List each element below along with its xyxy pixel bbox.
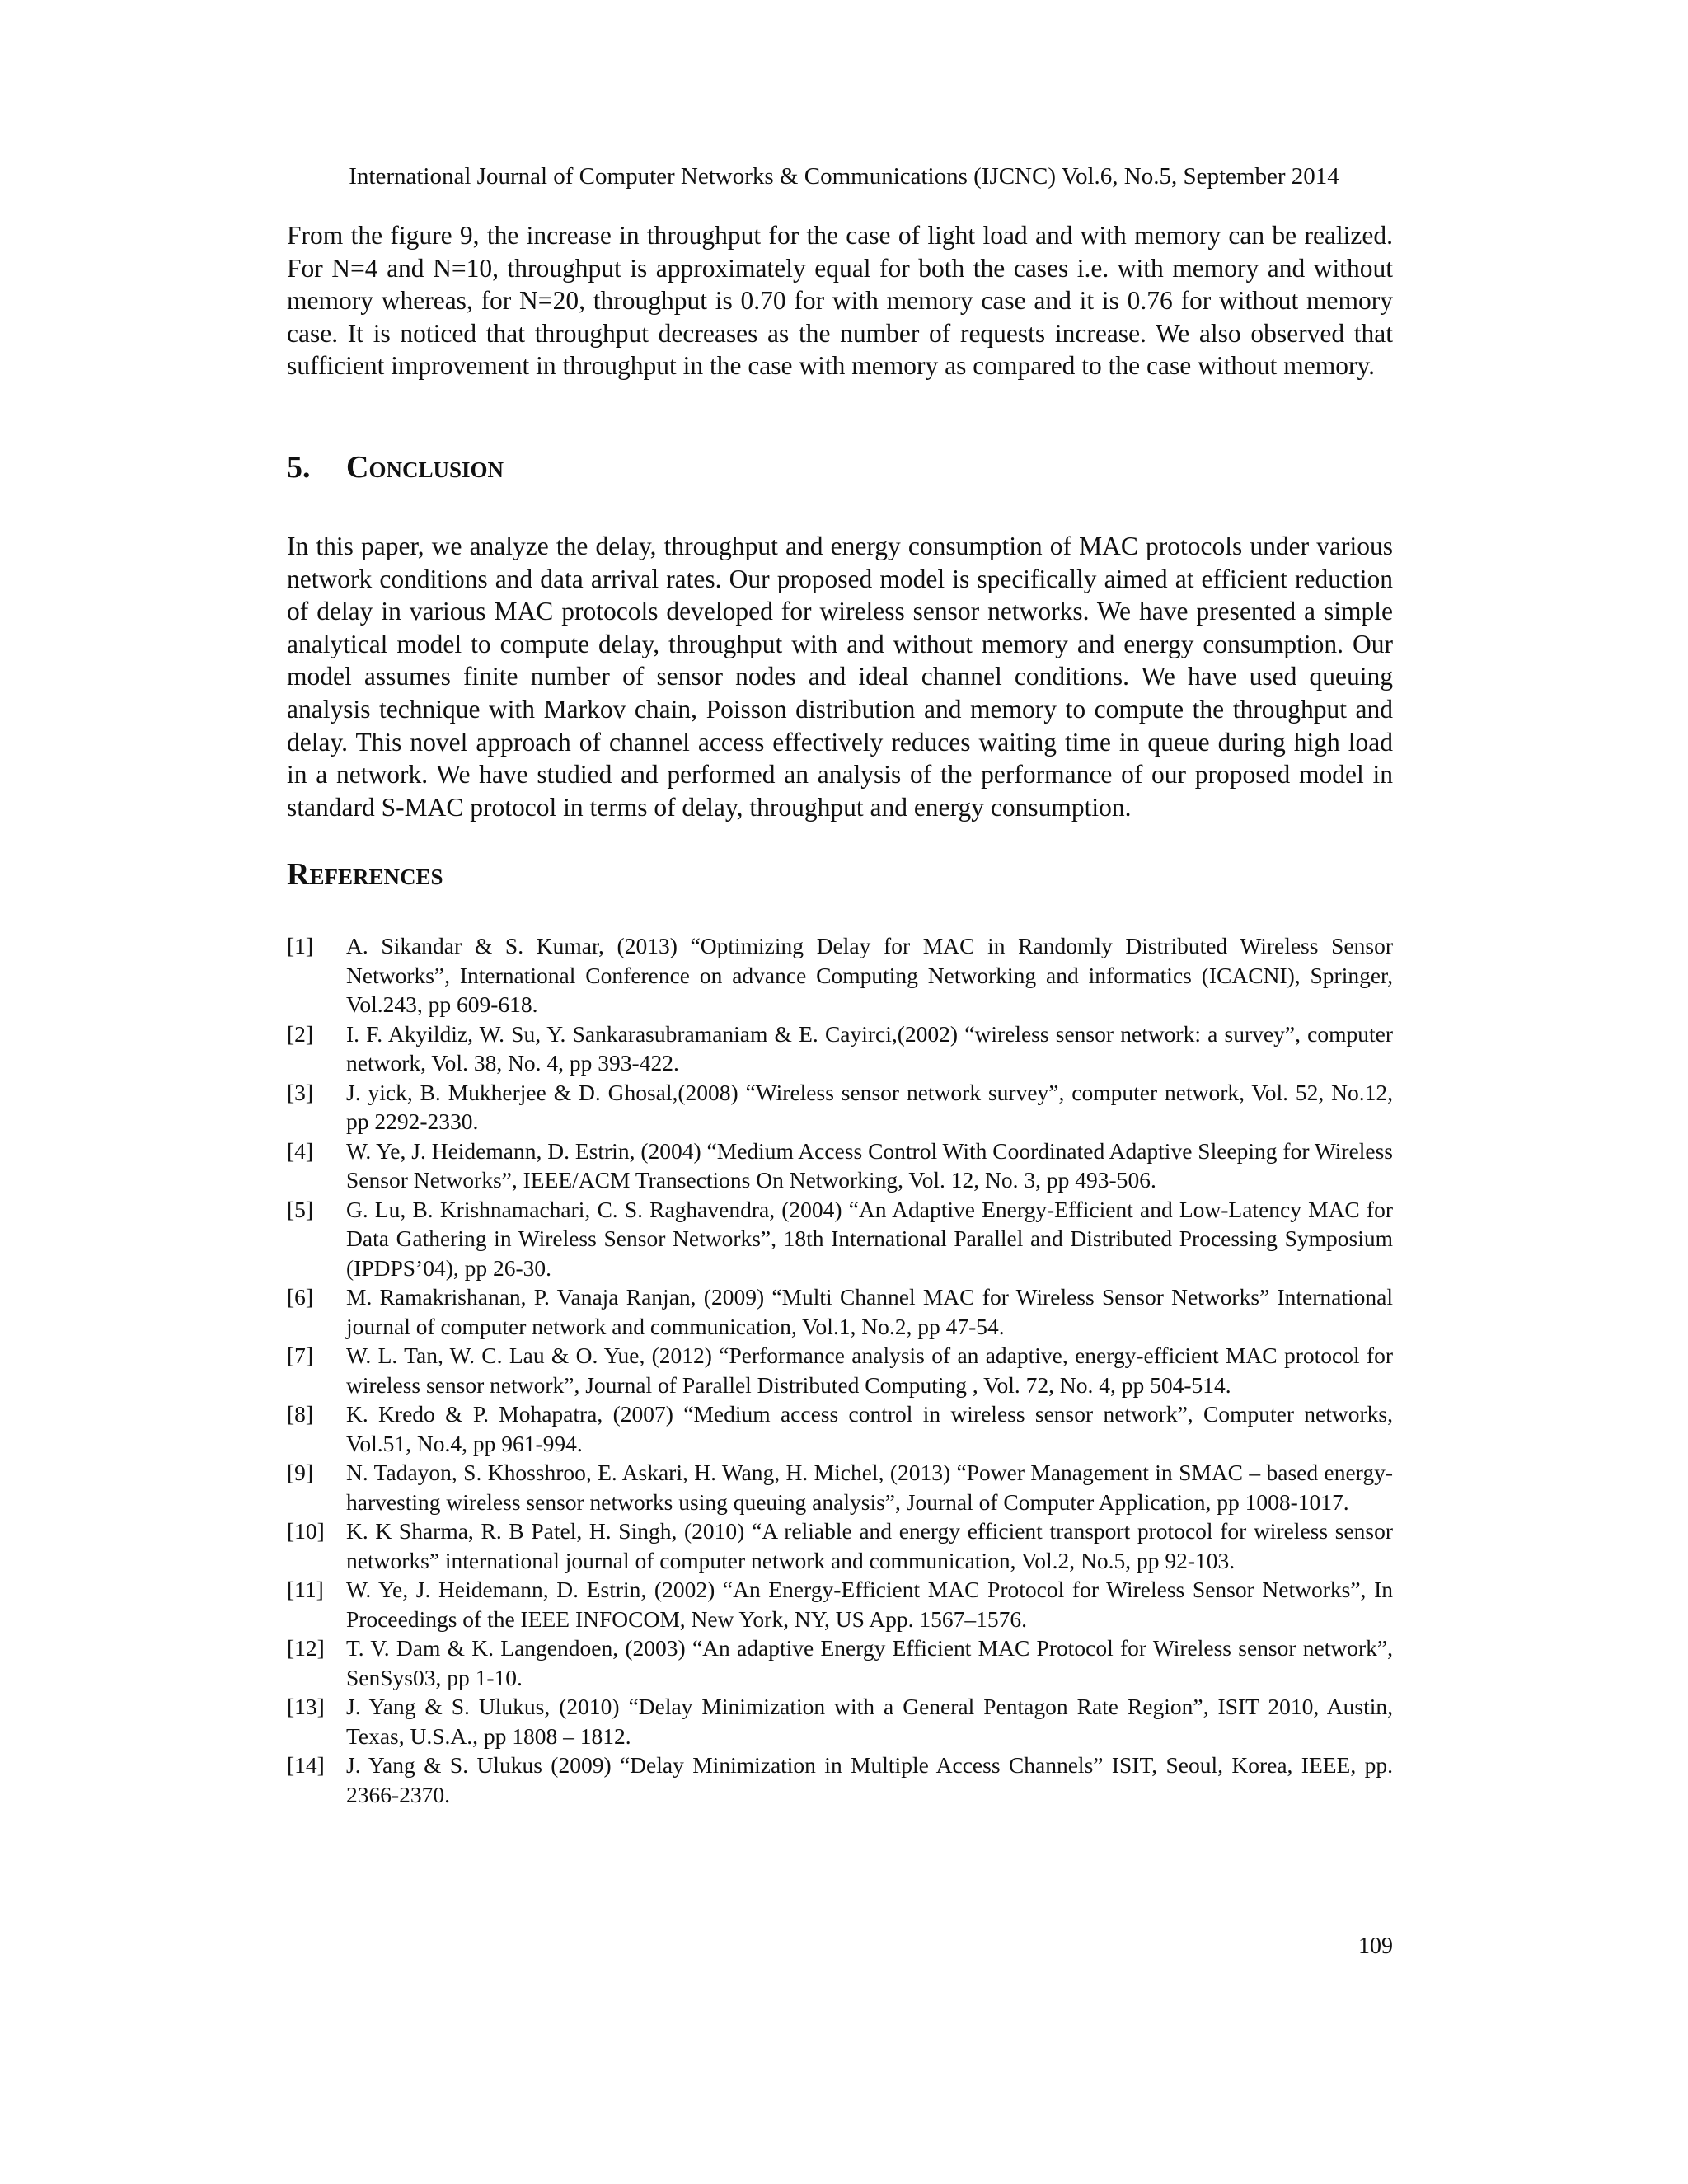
reference-text: T. V. Dam & K. Langendoen, (2003) “An adaptive Energy Efficient MAC Protocol for Wireless sensor network”, SenSys03, pp 1-10. — [346, 1635, 1393, 1690]
reference-text: I. F. Akyildiz, W. Su, Y. Sankarasubramaniam & E. Cayirci,(2002) “wireless sensor network: a survey”, computer network, Vol. 38, No. 4, pp 393-422. — [346, 1020, 1393, 1076]
reference-item — [287, 1399, 1393, 1458]
reference-list — [287, 931, 1393, 1809]
reference-text: A. Sikandar & S. Kumar, (2013) “Optimizing Delay for MAC in Randomly Distributed Wireless Sensor Networks”, International Conference on advance Computing Networking and informatics (ICACNI), Springer, Vol.243, pp 609-618. — [346, 933, 1393, 1017]
reference-item — [287, 1750, 1393, 1809]
reference-item — [287, 1019, 1393, 1078]
reference-item — [287, 1575, 1393, 1633]
reference-number: [8] — [287, 1401, 314, 1427]
conclusion-paragraph: In this paper, we analyze the delay, throughput and energy consumption of MAC protocols under various network conditions and data arrival rates. Our proposed model is specifically aimed at efficient reduction of delay in various MAC protocols developed for wireless sensor networks. We have presented a simple analytical model to compute delay, throughput with and without memory and energy consumption. Our model assumes finite number of sensor nodes and ideal channel conditions. We have used queuing analysis technique with Markov chain, Poisson distribution and memory to compute the throughput and delay. This novel approach of channel access effectively reduces waiting time in queue during high load in a network. We have studied and performed an analysis of the performance of our proposed model in standard S-MAC protocol in terms of delay, throughput and energy consumption. — [287, 532, 1393, 822]
reference-number: [13] — [287, 1694, 325, 1719]
reference-text: W. Ye, J. Heidemann, D. Estrin, (2002) “An Energy-Efficient MAC Protocol for Wireless Sensor Networks”, In Proceedings of the IEEE INFOCOM, New York, NY, US App. 1567–1576. — [346, 1577, 1393, 1632]
reference-text: J. yick, B. Mukherjee & D. Ghosal,(2008) “Wireless sensor network survey”, computer network, Vol. 52, No.12, pp 2292-2330. — [346, 1079, 1393, 1134]
reference-item — [287, 1633, 1393, 1692]
reference-number: [9] — [287, 1460, 314, 1485]
reference-item — [287, 1195, 1393, 1283]
reference-number: [3] — [287, 1079, 314, 1105]
section-number: 5. — [287, 450, 311, 485]
reference-text: N. Tadayon, S. Khosshroo, E. Askari, H. Wang, H. Michel, (2013) “Power Management in SMAC – based energy-harvesting wireless sensor networks using queuing analysis”, Journal of Computer Application, pp 1008-1017. — [346, 1460, 1393, 1515]
reference-item — [287, 1341, 1393, 1399]
reference-number: [1] — [287, 933, 314, 958]
reference-text: W. Ye, J. Heidemann, D. Estrin, (2004) “Medium Access Control With Coordinated Adaptive Sleeping for Wireless Sensor Networks”, IEEE/ACM Transections On Networking, Vol. 12, No. 3, pp 493-506. — [346, 1137, 1393, 1193]
reference-number: [2] — [287, 1020, 314, 1047]
reference-item — [287, 931, 1393, 1019]
reference-item — [287, 1516, 1393, 1575]
reference-item — [287, 1137, 1393, 1195]
intro-paragraph: From the figure 9, the increase in throughput for the case of light load and with memory can be realized. For N=4 and N=10, throughput is approximately equal for both the cases i.e. with memory and without memory whereas, for N=20, throughput is 0.70 for with memory case and it is 0.76 for without memory case. It is noticed that throughput decreases as the number of requests increase. We also observed that sufficient improvement in throughput in the case with memory as compared to the case without memory. — [287, 221, 1393, 381]
reference-number: [11] — [287, 1577, 324, 1602]
reference-number: [7] — [287, 1343, 314, 1368]
page-number: 109 — [1358, 1933, 1393, 1959]
reference-text: G. Lu, B. Krishnamachari, C. S. Raghavendra, (2004) “An Adaptive Energy-Efficient and Low-Latency MAC for Data Gathering in Wireless Sensor Networks”, 18th International Parallel and Distributed Processing Symposium (IPDPS’04), pp 26-30. — [346, 1196, 1393, 1281]
reference-text: W. L. Tan, W. C. Lau & O. Yue, (2012) “Performance analysis of an adaptive, energy-efficient MAC protocol for wireless sensor network”, Journal of Parallel Distributed Computing , Vol. 72, No. 4, pp 504-514. — [346, 1343, 1393, 1398]
reference-number: [12] — [287, 1635, 325, 1661]
reference-item — [287, 1078, 1393, 1137]
reference-text: J. Yang & S. Ulukus, (2010) “Delay Minimization with a General Pentagon Rate Region”, ISIT 2010, Austin, Texas, U.S.A., pp 1808 – 1812. — [346, 1694, 1393, 1749]
reference-text: M. Ramakrishanan, P. Vanaja Ranjan, (2009) “Multi Channel MAC for Wireless Sensor Networks” International journal of computer network and communication, Vol.1, No.2, pp 47-54. — [346, 1284, 1393, 1339]
reference-text: K. Kredo & P. Mohapatra, (2007) “Medium access control in wireless sensor network”, Computer networks, Vol.51, No.4, pp 961-994. — [346, 1401, 1393, 1456]
reference-item — [287, 1282, 1393, 1341]
section-title: Conclusion — [346, 450, 504, 485]
running-header: International Journal of Computer Networks & Communications (IJCNC) Vol.6, No.5, September 2014 — [349, 163, 1339, 190]
reference-number: [6] — [287, 1284, 314, 1310]
reference-number: [14] — [287, 1752, 325, 1778]
reference-item — [287, 1458, 1393, 1516]
references-title: References — [287, 857, 443, 892]
references-heading — [287, 855, 443, 893]
reference-item — [287, 1692, 1393, 1750]
reference-number: [10] — [287, 1518, 325, 1544]
section-heading-conclusion — [287, 448, 504, 486]
reference-number: [4] — [287, 1137, 314, 1164]
reference-number: [5] — [287, 1196, 314, 1222]
reference-text: J. Yang & S. Ulukus (2009) “Delay Minimization in Multiple Access Channels” ISIT, Seoul, Korea, IEEE, pp. 2366-2370. — [346, 1752, 1393, 1807]
reference-text: K. K Sharma, R. B Patel, H. Singh, (2010) “A reliable and energy efficient transport protocol for wireless sensor networks” international journal of computer network and communication, Vol.2, No.5, pp 92-103. — [346, 1518, 1393, 1573]
